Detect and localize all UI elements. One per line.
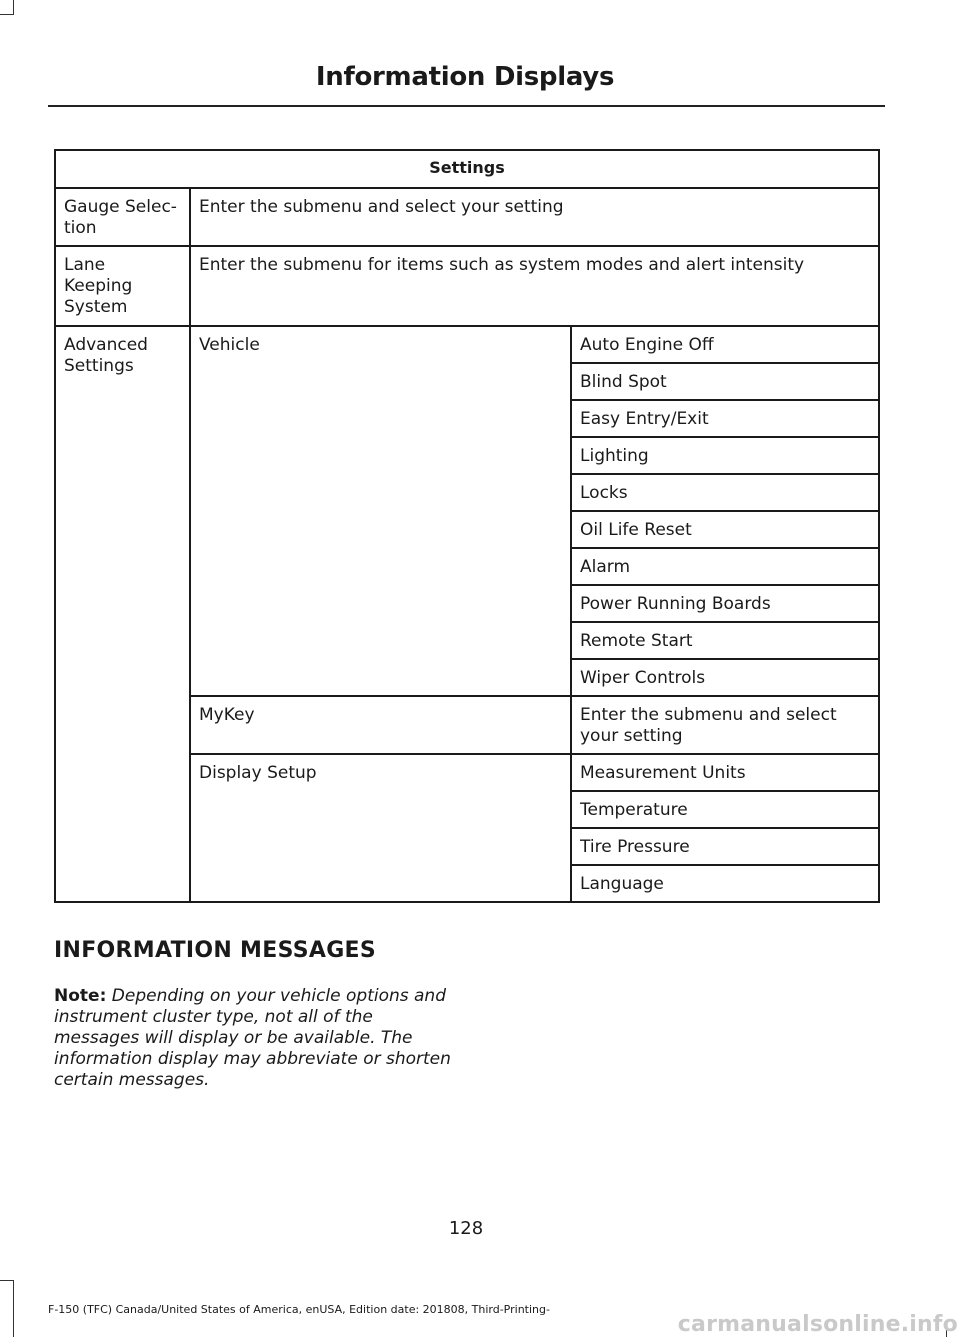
table-cell-item: Power Running Boards: [571, 585, 879, 622]
crop-mark: [13, 0, 14, 15]
table-cell-item: Measurement Units: [571, 754, 879, 791]
note-paragraph: [54, 986, 454, 1091]
table-cell-item: Temperature: [571, 791, 879, 828]
table-cell-item: Remote Start: [571, 622, 879, 659]
table-cell-item: Enter the submenu and select your setting: [571, 696, 879, 754]
settings-table: [54, 149, 880, 903]
table-cell-item: Easy Entry/Exit: [571, 400, 879, 437]
submenu-mykey: MyKey: [190, 696, 571, 754]
row-label-lane-keeping: Lane Keeping System: [55, 246, 190, 326]
crop-mark: [0, 1280, 14, 1281]
table-cell-item: Tire Pressure: [571, 828, 879, 865]
table-cell-item: Locks: [571, 474, 879, 511]
row-description: Enter the submenu for items such as system modes and alert intensity: [190, 246, 879, 326]
table-cell-item: Blind Spot: [571, 363, 879, 400]
section-heading: INFORMATION MESSAGES: [54, 938, 377, 963]
page-title: Information Displays: [315, 62, 615, 92]
watermark: carmanualsonline.info: [677, 1312, 958, 1337]
table-cell-item: Language: [571, 865, 879, 902]
row-label-gauge-selection: Gauge Selec- tion: [55, 188, 190, 246]
table-title: Settings: [55, 150, 879, 188]
header-divider: [48, 105, 885, 107]
page-number: 128: [448, 1218, 484, 1239]
row-description: Enter the submenu and select your setting: [190, 188, 879, 246]
table-cell-item: Lighting: [571, 437, 879, 474]
row-label-advanced-settings: Advanced Settings: [55, 326, 190, 902]
edition-footer: F-150 (TFC) Canada/United States of America, enUSA, Edition date: 201808, Third-Printing-: [48, 1303, 550, 1316]
table-cell-item: Alarm: [571, 548, 879, 585]
table-cell-item: Oil Life Reset: [571, 511, 879, 548]
table-cell-item: Auto Engine Off: [571, 326, 879, 363]
table-cell-item: Wiper Controls: [571, 659, 879, 696]
note-label: Note:: [54, 986, 107, 1006]
crop-mark: [0, 14, 14, 15]
crop-mark: [13, 1280, 14, 1337]
submenu-display-setup: Display Setup: [190, 754, 571, 902]
submenu-vehicle: Vehicle: [190, 326, 571, 696]
note-text: Depending on your vehicle options and instrument cluster type, not all of the messages will display or be available. The information display may abbreviate or shorten certain messages.: [54, 986, 451, 1090]
